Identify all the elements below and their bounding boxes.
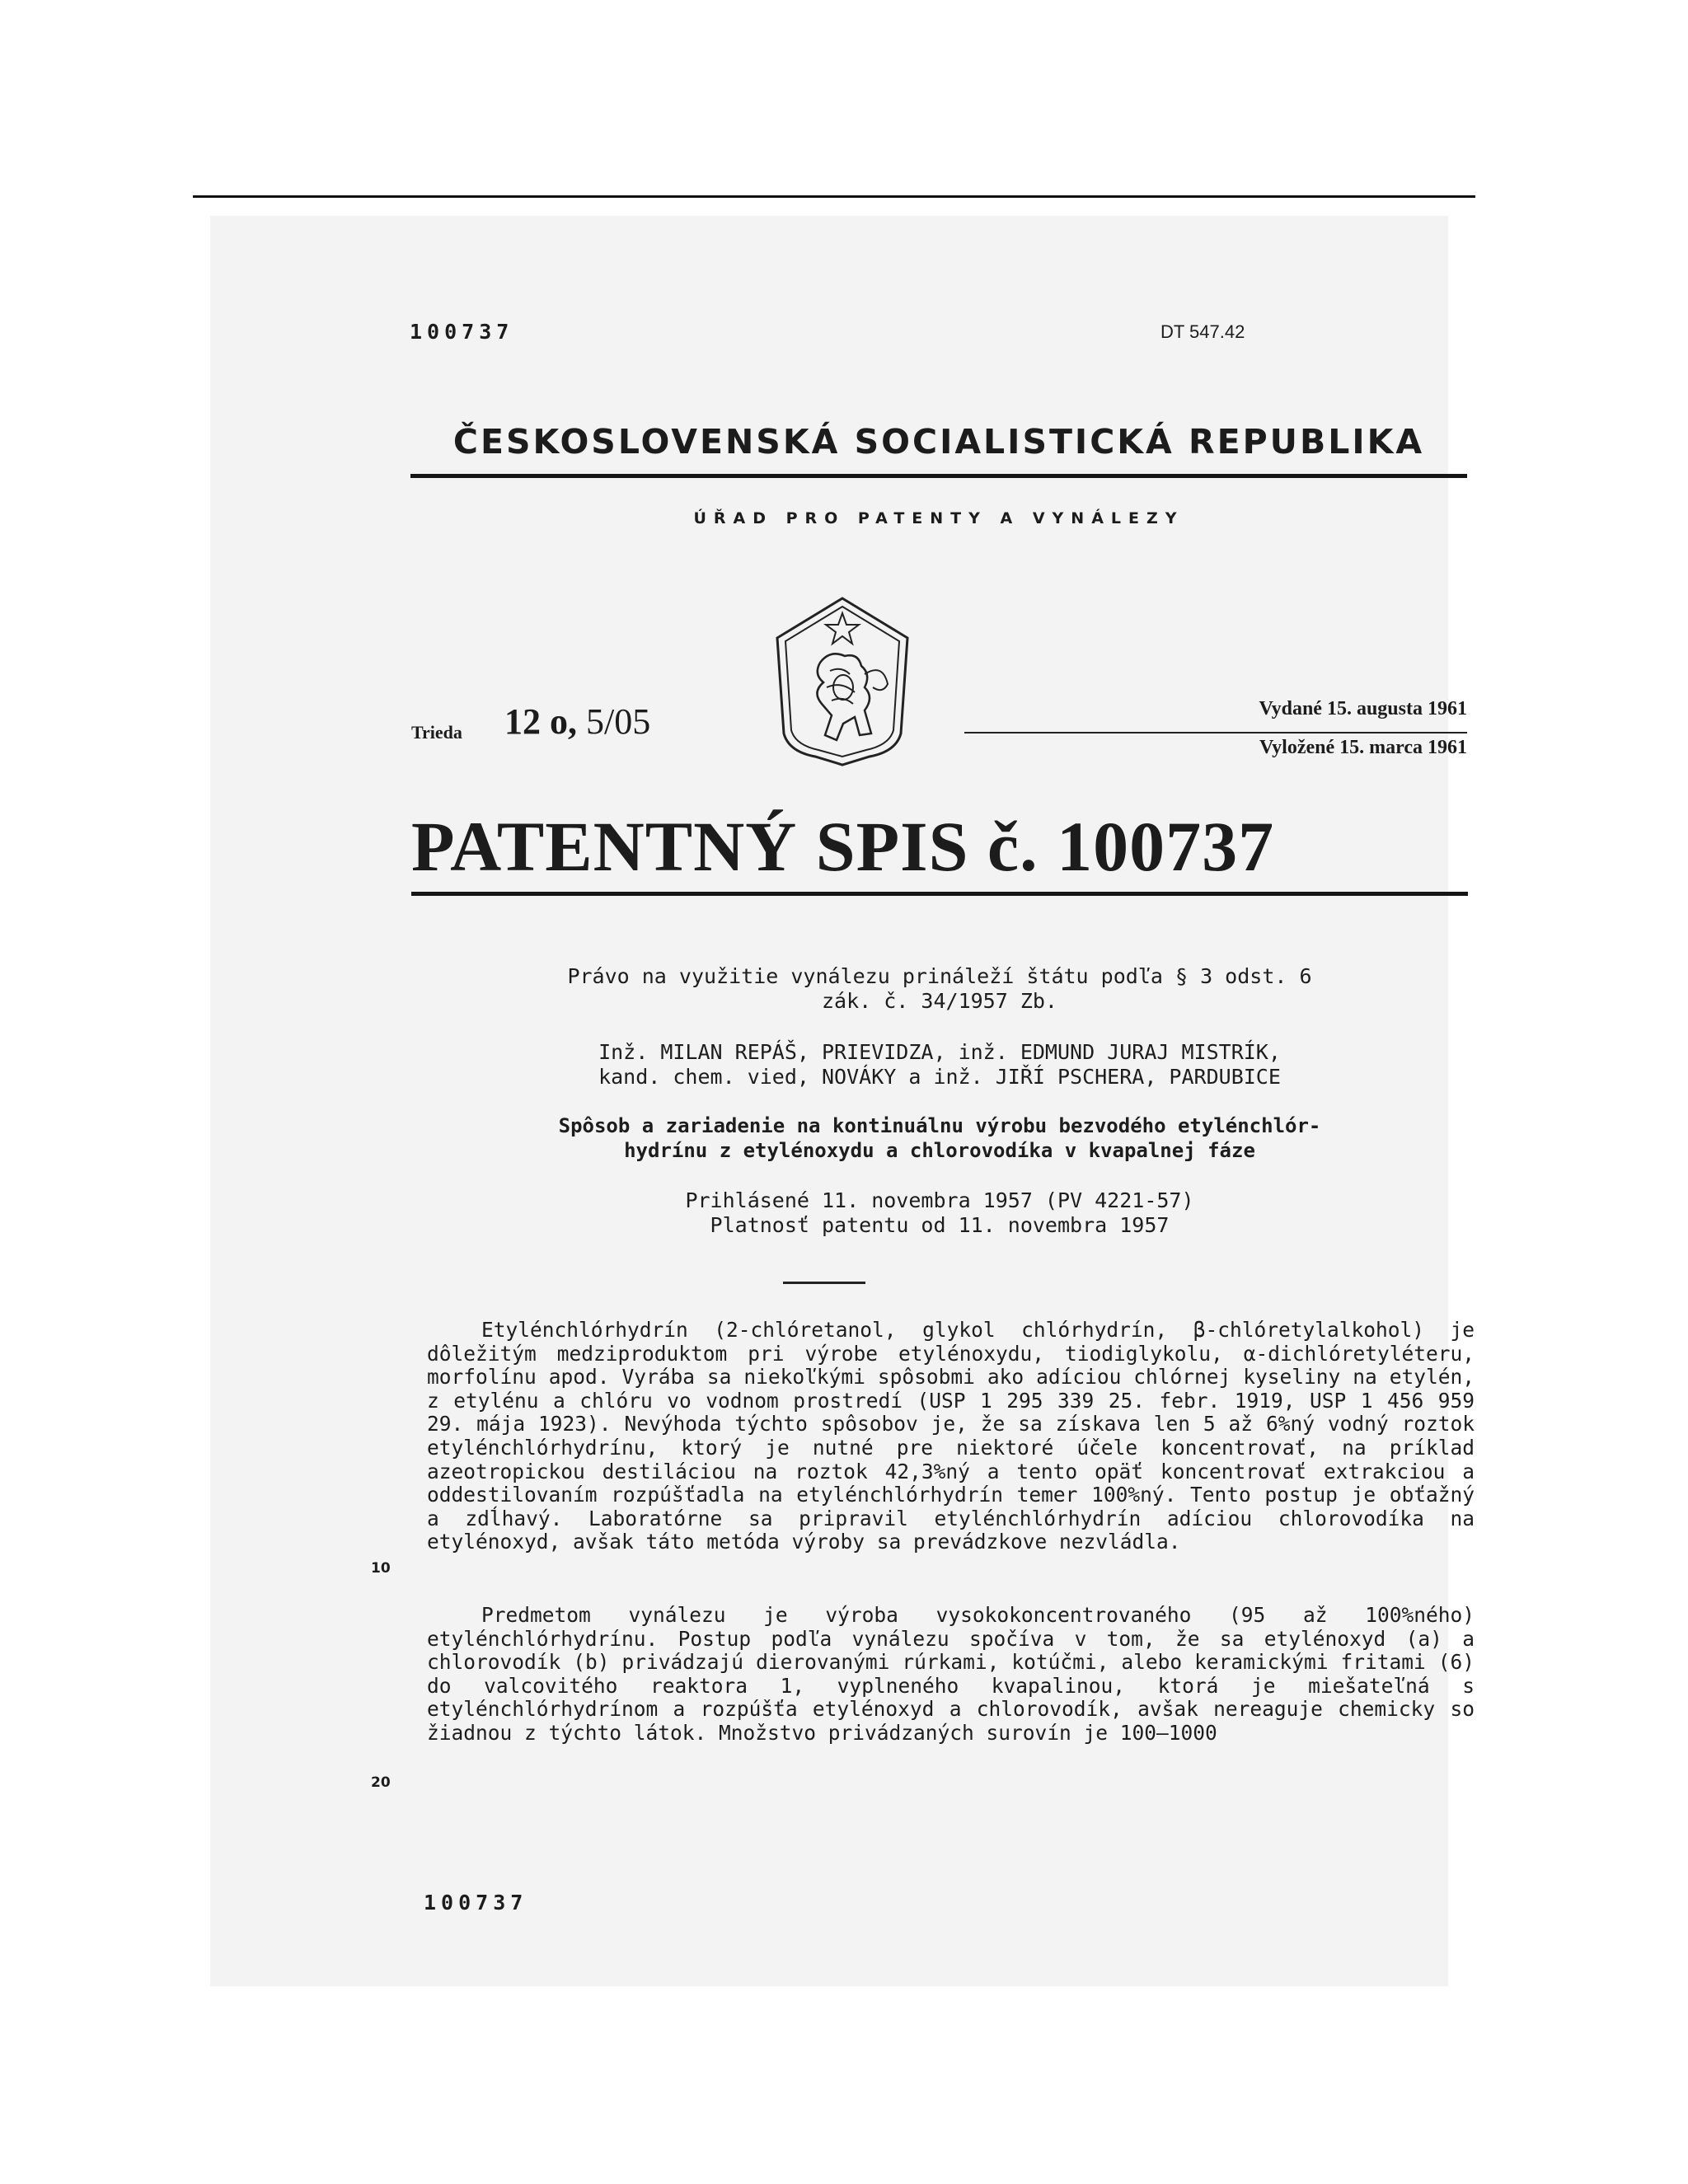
section-divider (783, 1282, 865, 1284)
dt-classification: DT 547.42 (1160, 321, 1245, 342)
spec-rule (411, 892, 1468, 896)
filing-date: Prihlásené 11. novembra 1957 (PV 4221-57) (685, 1188, 1194, 1212)
margin-line-number-20: 20 (371, 1774, 391, 1791)
class-value (504, 701, 650, 743)
issued-date: Vydané 15. augusta 1961 (1259, 698, 1467, 719)
class-label: Trieda (411, 722, 462, 743)
spec-title: PATENTNÝ SPIS č. 100737 (411, 807, 1275, 886)
inventors-line-1: Inž. MILAN REPÁŠ, PRIEVIDZA, inž. EDMUND JURAJ MISTRÍK, (598, 1040, 1281, 1064)
body-paragraph-1: Etylénchlórhydrín (2-chlóretanol, glykol chlórhydrín, β-chlóretylalkohol) je dôležitým medziproduktom pri výrobe etylénoxydu, tiodiglykolu, α-dichlóretyléteru, morfolínu apod. Vyrába sa niekoľkými spôsobmi ako adíciou chlórnej kyseliny na etylén, z etylénu a chlóru vo vodnom prostredí (USP 1 295 339 25. febr. 1919, USP 1 456 959 29. mája 1923). Nevýhoda týchto spôsobov je, že sa získava len 5 až 6%ný vodný roztok etylénchlórhydrínu, ktorý je nutné pre niektoré účele koncentrovať, na príklad azeotropickou destiláciou na roztok 42,3%ný a tento opäť koncentrovať extrakciou a oddestilovaním rozpúšťadla na etylénchlórhydrín temer 100%ný. Tento postup je obťažný a zdĺhavý. Laboratórne sa pripravil etylénchlórhydrín adíciou chlorovodíka na etylénoxyd, avšak táto metóda výroby sa prevádzkove nezvládla. (427, 1318, 1475, 1554)
laid-open-date: Vyložené 15. marca 1961 (1259, 737, 1467, 758)
body-paragraph-2: Predmetom vynálezu je výroba vysokokoncentrovaného (95 až 100%ného) etylénchlórhydrínu. Postup podľa vynálezu spočíva v tom, že sa etylénoxyd (a) a chlorovodík (b) privádzajú dierovanými rúrkami, kotúčmi, alebo keramickými fritami (6) do valcovitého reaktora 1, vyplneného kvapalinou, ktorá je miešateľná s etylénchlórhydrínom a rozpúšťa etylénoxyd a chlorovodík, avšak nereaguje chemicky so žiadnou z týchto látok. Množstvo privádzaných surovín je 100—1000 (427, 1603, 1475, 1745)
office-name: ÚŘAD PRO PATENTY A VYNÁLEZY (693, 509, 1184, 527)
class-main: 12 o, (504, 701, 577, 742)
patent-number-top: 100737 (410, 320, 514, 344)
inventors-line-2: kand. chem. vied, NOVÁKY a inž. JIŘÍ PSCHERA, PARDUBICE (598, 1065, 1281, 1089)
patent-number-bottom: 100737 (424, 1891, 528, 1915)
invention-title-line-1: Spôsob a zariadenie na kontinuálnu výrobu bezvodého etylénchlór- (558, 1114, 1321, 1137)
scanned-page (210, 216, 1475, 1986)
czechoslovak-coat-of-arms-icon (772, 595, 912, 768)
margin-line-number-10: 10 (371, 1560, 391, 1577)
invention-title-line-2: hydrínu z etylénoxydu a chlorovodíka v kvapalnej fáze (624, 1139, 1255, 1162)
patent-validity: Platnosť patentu od 11. novembra 1957 (710, 1213, 1170, 1237)
rights-line-1: Právo na využitie vynálezu prináleží štátu podľa § 3 odst. 6 (567, 964, 1312, 988)
republic-rule (410, 474, 1467, 478)
republic-title: ČESKOSLOVENSKÁ SOCIALISTICKÁ REPUBLIKA (452, 422, 1425, 462)
top-rule (193, 195, 1475, 198)
rights-line-2: zák. č. 34/1957 Zb. (822, 989, 1057, 1013)
dates-rule (964, 732, 1467, 733)
class-sub: 5/05 (577, 701, 651, 742)
